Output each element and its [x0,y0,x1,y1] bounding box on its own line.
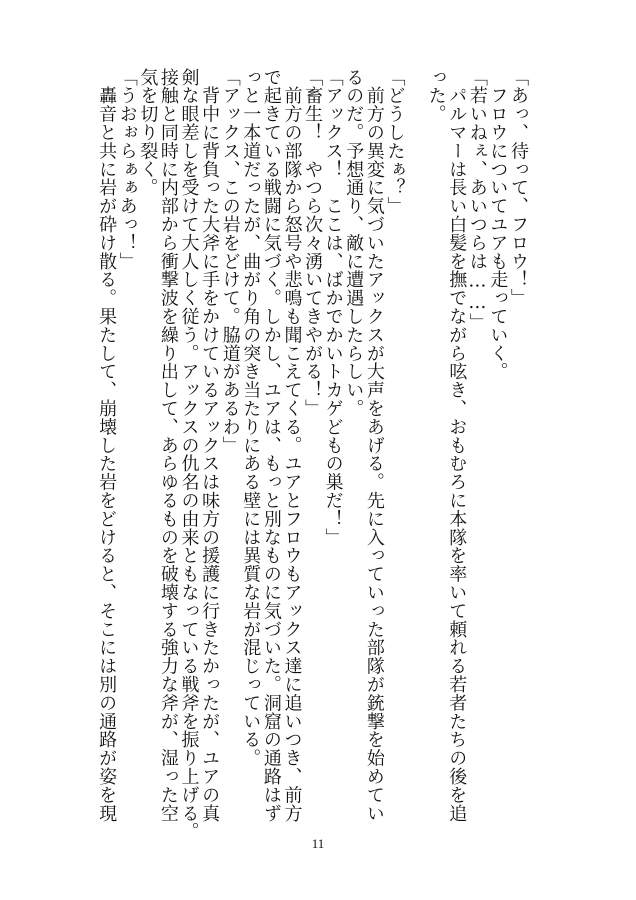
text-line: パルマーは長い白髪を撫でながら呟き、おもむろに本隊を率いて頼れる若者たちの後を追 [446,68,468,823]
text-line: 接触と同時に内部から衝撃波を繰り出して、あらゆるものを破壊する強力な斧が、湿った空 [157,68,179,823]
text-line: 背中に背負った大斧に手をかけているアックスは味方の援護に行きたかったが、ユアの真 [199,68,221,823]
text-line: 前方の部隊から怒号や悲鳴も聞こえてくる。ユアとフロウもアックス達に追いつき、前方 [281,68,303,823]
text-line: 「あっ、待って、フロウ！」 [508,68,529,308]
text-line: 「うおぉらぁぁあっ！」 [116,68,138,271]
page-number: 11 [311,836,325,851]
text-line: 気を切り裂く。 [137,68,159,197]
text-line: 剣な眼差しを受けて大人しく従う。アックスの仇名の由来ともなっている戦斧を振り上げる。 [178,68,200,841]
blank-line [404,68,425,808]
text-line: 「どうしたぁ？」 [384,68,406,216]
text-line: 「畜生！ やつら次々湧いてきやがる！」 [302,68,324,418]
text-line: 「アックス！ ここは、ばかでかいトカゲどもの巣だ！」 [322,68,344,547]
text-line: っと一本道だったが、曲がり角の突き当たりにある壁には異質な岩が混じっている。 [240,68,262,768]
text-line: 前方の異変に気づいたアックスが大声をあげる。先に入っていった部隊が銃撃を始めてい [363,68,385,823]
text-line: フロウについてユアも走っていく。 [487,68,509,381]
vertical-text-body [96,68,529,841]
text-line: 「アックス、この岩をどけて。脇道があるわ」 [219,68,241,455]
text-line: で起きている戦闘に気づく。しかし、ユアは、もっと別なものに気づいた。洞窟の通路はず [260,68,282,823]
text-line: った。 [425,68,447,124]
text-line: るのだ。予想通り、敵に遭遇したらしい。 [343,68,365,418]
text-line: 轟音と共に岩が砕け散る。果たして、崩壊した岩をどけると、そこには別の通路が姿を現 [96,68,118,823]
text-line: 「若いねぇ、あいつらは……」 [466,68,488,332]
